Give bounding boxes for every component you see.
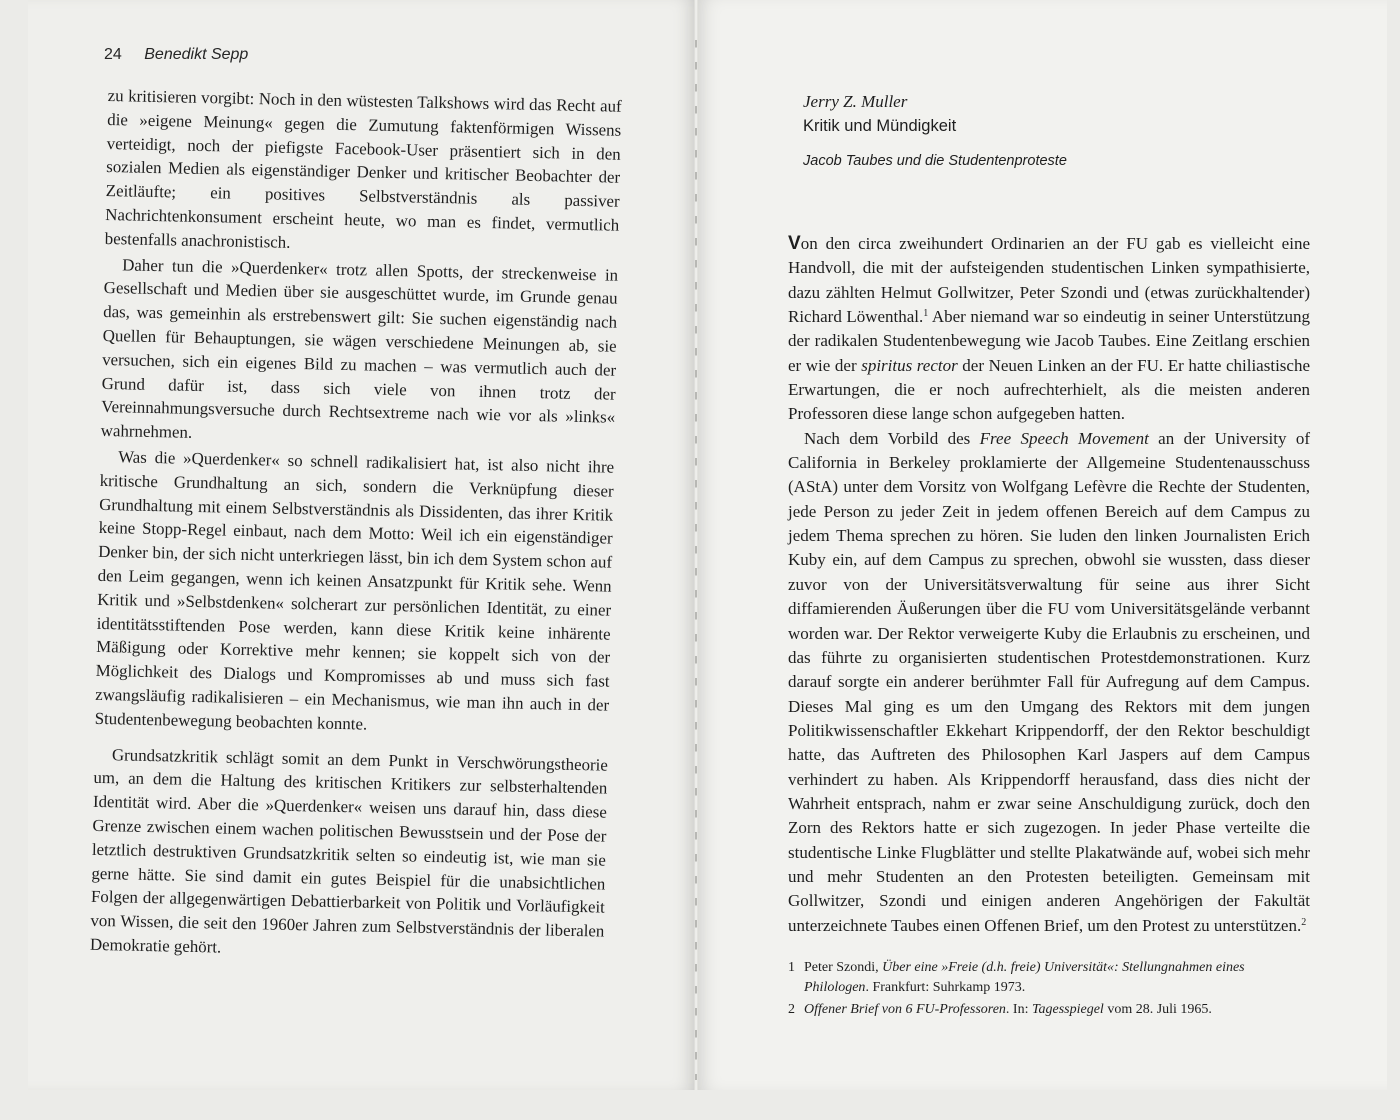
footnote — [788, 1000, 1310, 1020]
paragraph-text: Nach dem Vorbild des — [804, 428, 980, 448]
footnote-italic: Über eine »Freie (d.h. freie) Universität«: Stellungnahmen eines Philologen — [804, 960, 1245, 995]
paragraph: zu kritisieren vorgibt: Noch in den wüstesten Talkshows wird das Recht auf die »eigene Meinung« gegen die Zumutung faktenförmigen Wissens verteidigt, noch der piefigste Facebook-User präsentiert sich in den sozialen Medien als eigenständiger Denker und kritischer Beobachter der Zeitläufte; ein positives Selbstverständnis als passiver Nachrichtenkonsument erscheint heute, wo man es findet, vermutlich bestenfalls anachronistisch. — [104, 85, 622, 252]
drop-cap: V — [788, 233, 801, 254]
page-number: 24 — [104, 46, 122, 63]
chapter-author: Jerry Z. Muller — [803, 92, 908, 111]
paragraph-text: der Neuen Linken an der FU. Er hatte chiliastische Erwartungen, die er noch aufrechterhielt, als die meisten anderen Professoren diese lange schon aufgegeben hatten. — [788, 355, 1310, 424]
running-head — [104, 46, 248, 64]
chapter-subtitle: Jacob Taubes und die Studentenproteste — [803, 153, 1067, 169]
paragraph-text: Aber niemand war so eindeutig in seiner Unterstützung der radikalen Studentenbewegung wie Jacob Taubes. Eine Zeitlang erschien er wie der — [788, 307, 1310, 375]
footnotes — [788, 958, 1310, 1020]
paragraph — [788, 232, 1310, 427]
left-body-text — [90, 84, 622, 967]
footnote-number: 2 — [788, 1002, 795, 1017]
footnote-number: 1 — [788, 960, 795, 975]
footnote-segment: vom 28. Juli 1965. — [1103, 1002, 1212, 1017]
footnote-ref[interactable]: 1 — [923, 308, 929, 320]
footnote-segment: Peter Szondi, — [804, 960, 883, 975]
paragraph: Grundsatzkritik schlägt somit an dem Punkt in Verschwörungstheorie um, an dem die Haltung des kritischen Kritikers zur selbsterhaltenden Identität wird. Aber die »Querdenker« weisen uns darauf hin, dass diese Grenze zwischen einem wachen politischen Bewusstsein und der Pose der letztlich destruktiven Grundsatzkritik selten so eindeutig ist, wie man sie gerne hätte. Sie sind damit ein gutes Beispiel für die unabsichtlichen Folgen der allgegenwärtigen Debattierbarkeit von Politik und Vorläufigkeit von Wissen, die seit den 1960er Jahren zum Selbstverständnis der liberalen Demokratie gehört. — [89, 744, 609, 957]
footnote-text — [804, 1000, 1310, 1020]
paragraph: Daher tun die »Querdenker« trotz allen Spotts, der streckenweise in Gesellschaft und Medien über sie ausgeschüttet wurde, im Grunde genau das, was gemeinhin als erstrebenswert gilt: Sie suchen eigenständig nach Quellen für Behauptungen, sie wägen verschiedene Meinungen ab, sie versuchen, sich ein eigenes Bild zu machen – was vermutlich auch der Grund dafür ist, dass sich viele von ihnen trotz der Vereinnahmungsversuche durch Rechtsextreme nach wie vor als »links« wahrnehmen. — [100, 254, 619, 442]
right-body-text — [788, 232, 1310, 938]
paragraph — [788, 427, 1310, 938]
footnote-segment: . Frankfurt: Suhrkamp 1973. — [865, 980, 1026, 995]
footnote-italic: Tagesspiegel — [1031, 1002, 1104, 1017]
footnote-ref[interactable]: 2 — [1301, 916, 1307, 928]
paragraph: Was die »Querdenker« so schnell radikalisiert hat, ist also nicht ihre kritische Grundhaltung an sich, sondern die Verknüpfung dieser Grundhaltung mit einem Selbstverständnis als Dissidenten, das ihrer Kritik keine Stopp-Regel einbaut, nach dem Motto: Weil ich ein eigenständiger Denker bin, der sich nicht unterkriegen lässt, bin ich dem System schon auf den Leim gegangen, wenn ich keinen Ansatzpunkt für Kritik sehe. Wenn Kritik und »Selbstdenken« solcherart zur persönlichen Identität, zu einer identitätsstiftenden Pose werden, kann diese Kritik keine inhärente Mäßigung oder Korrektive mehr kennen; sie koppelt sich von der Möglichkeit des Dialogs und Kompromisses ab und muss sich fast zwangsläufig radikalisieren – ein Mechanismus, wie man ihn auch in der Studentenbewegung beobachten konnte. — [94, 447, 615, 734]
footnote-text — [804, 958, 1310, 998]
italic-term: Free Speech Movement — [979, 428, 1149, 448]
paragraph-text: an der University of California in Berkeley proklamierte der Allgemeine Studentenausschuss (AStA) unter dem Vorsitz von Wolfgang Lefèvre die Rechte der Studenten, jede Person zu jeder Zeit in jedem offenen Bereich auf dem Campus zu jedem Thema sprechen zu hören. Sie luden den linken Journalisten Erich Kuby ein, auf dem Campus zu sprechen, obwohl sie wussten, dass dieser zuvor von der Universitätsverwaltung für seine aus ihrer Sicht diffamierenden Äußerungen über die FU vom Universitätsgelände verbannt worden war. Der Rektor verweigerte Kuby die Erlaubnis zu erscheinen, und das führte zu organisierten studentischen Protestdemonstrationen. Kurz darauf sorgte ein anderer berühmter Fall für Aufregung auf dem Campus. Dieses Mal ging es um den Umgang des Rektors mit dem jungen Politikwissenschaftler Ekkehart Krippendorff, der den Rektor beschuldigt hatte, das Auftreten des Philosophen Karl Jaspers auf dem Campus verhindert zu haben. Als Krippendorff herausfand, dass dies nicht der Wahrheit entsprach, nahm er zwar seine Anschuldigung zurück, doch den Zorn des Rektors hatte er sich zugezogen. In jeder Phase verteilte die studentische Linke Flugblätter und stellte Plakatwände auf, wobei sich mehr und mehr Studenten an den Protesten beteiligten. Gemeinsam mit Gollwitzer, Szondi und einigen anderen Angehörigen der Fakultät unterzeichnete Taubes einen Offenen Brief, um den Protest zu unterstützen. — [788, 428, 1310, 935]
gutter-perforation — [695, 40, 697, 1080]
footnote-italic: Offener Brief von 6 FU-Professoren — [804, 1002, 1006, 1017]
paragraph-text: on den circa zweihundert Ordinarien an der FU gab es vielleicht eine Handvoll, die mit der aufsteigenden studentischen Linken sympathisierte, dazu zählten Helmut Gollwitzer, Peter Szondi und (etwas zurückhaltender) Richard Löwenthal. — [788, 234, 1310, 327]
footnote — [788, 958, 1310, 998]
footnote-segment: . In: — [1005, 1002, 1032, 1017]
running-head-author: Benedikt Sepp — [144, 46, 249, 63]
chapter-heading — [803, 91, 1067, 171]
italic-term: spiritus rector — [861, 355, 958, 375]
chapter-title: Kritik und Mündigkeit — [803, 117, 957, 135]
